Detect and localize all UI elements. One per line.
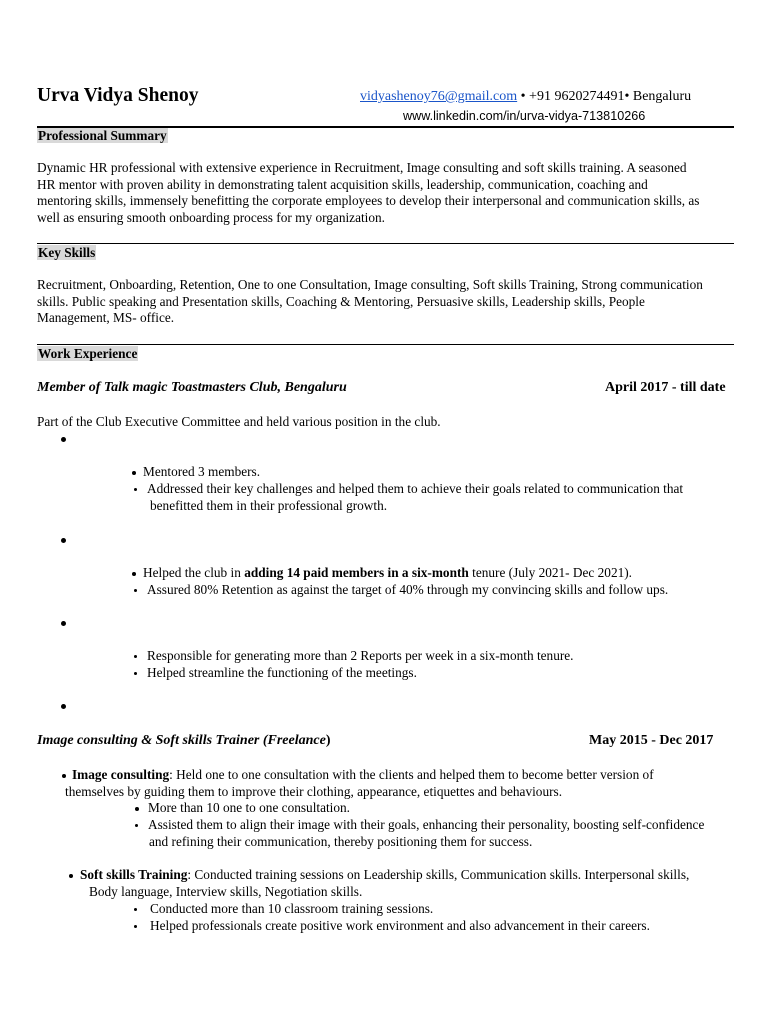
list-item: Image consulting: Held one to one consultation with the clients and helped them to become better version of: [62, 767, 654, 784]
summary-line: mentoring skills, immensely benefitting the corporate employees to develop their interpersonal and communication skills, as: [37, 193, 700, 208]
contact-line: [360, 88, 691, 106]
list-item-continued: and refining their communication, thereby positioning them for success.: [149, 834, 533, 849]
bullet-icon: [135, 807, 139, 811]
section-divider: [37, 344, 734, 345]
bullet-icon: [61, 437, 66, 442]
summary-line: well as ensuring smooth onboarding process for my organization.: [37, 209, 385, 225]
skills-line: skills. Public speaking and Presentation skills, Coaching & Mentoring, Persuasive skills, Leadership skills, People: [37, 293, 645, 309]
job-title: Member of Talk magic Toastmasters Club, Bengaluru: [37, 380, 347, 395]
bullet-icon: [62, 774, 66, 778]
list-item: Responsible for generating more than 2 Reports per week in a six-month tenure.: [134, 648, 574, 665]
list-item: More than 10 one to one consultation.: [135, 800, 350, 817]
section-title-skills: Key Skills: [38, 245, 96, 260]
bullet-empty: [61, 431, 71, 448]
phone-location: • +91 9620274491• Bengaluru: [517, 89, 692, 104]
job-date: May 2015 - Dec 2017: [589, 733, 714, 748]
list-item: Helped the club in adding 14 paid members in a six-month tenure (July 2021- Dec 2021).: [132, 565, 632, 582]
email-link[interactable]: vidyashenoy76@gmail.com: [360, 89, 518, 104]
list-item: Assured 80% Retention as against the target of 40% through my convincing skills and follow ups.: [134, 582, 668, 599]
bullet-icon: [61, 704, 66, 709]
bullet-icon: [132, 572, 136, 576]
list-item-continued: Body language, Interview skills, Negotiation skills.: [89, 884, 363, 899]
candidate-name: Urva Vidya Shenoy: [37, 85, 199, 106]
list-item: Mentored 3 members.: [132, 464, 260, 481]
skills-line: Recruitment, Onboarding, Retention, One to one Consultation, Image consulting, Soft skills Training, Strong communication: [37, 277, 703, 292]
summary-text: [37, 160, 737, 226]
bullet-icon: [134, 908, 137, 911]
bullet-empty: [61, 532, 71, 549]
bullet-icon: [132, 471, 136, 475]
list-item: Assisted them to align their image with their goals, enhancing their personality, boosting self-confidence: [135, 817, 704, 834]
list-item: Soft skills Training: Conducted training sessions on Leadership skills, Communication skills. Interpersonal skills,: [69, 867, 689, 884]
job-date: April 2017 - till date: [605, 380, 726, 395]
bullet-icon: [61, 621, 66, 626]
list-item: Helped professionals create positive work environment and also advancement in their careers.: [134, 918, 650, 935]
bullet-icon: [134, 655, 137, 658]
bullet-icon: [135, 824, 138, 827]
linkedin-url: www.linkedin.com/in/urva-vidya-713810266: [403, 109, 646, 123]
bullet-icon: [69, 874, 73, 878]
job-title: Image consulting & Soft skills Trainer (Freelance): [37, 733, 331, 748]
bullet-icon: [134, 488, 137, 491]
bullet-icon: [134, 672, 137, 675]
list-item-continued: benefitted them in their professional growth.: [150, 498, 388, 513]
bullet-empty: [61, 615, 71, 632]
bullet-icon: [61, 538, 66, 543]
skills-line: Management, MS- office.: [37, 310, 175, 325]
section-divider: [37, 243, 734, 244]
bullet-empty: [61, 698, 71, 715]
job-intro: Part of the Club Executive Committee and held various position in the club.: [37, 414, 441, 429]
skills-text: [37, 277, 737, 327]
bullet-icon: [134, 589, 137, 592]
section-title-work: Work Experience: [38, 346, 138, 361]
summary-line: HR mentor with proven ability in demonstrating talent acquisition skills, leadership, communication, coaching and: [37, 176, 648, 192]
summary-line: Dynamic HR professional with extensive experience in Recruitment, Image consulting and soft skills training. A seasoned: [37, 160, 687, 175]
list-item: Helped streamline the functioning of the meetings.: [134, 665, 417, 682]
bullet-icon: [134, 925, 137, 928]
section-title-summary: Professional Summary: [38, 128, 167, 143]
list-item: Addressed their key challenges and helped them to achieve their goals related to communication that: [134, 481, 683, 498]
list-item-continued: themselves by guiding them to improve their clothing, appearance, etiquettes and behaviours.: [65, 784, 563, 799]
list-item: Conducted more than 10 classroom training sessions.: [134, 901, 433, 918]
